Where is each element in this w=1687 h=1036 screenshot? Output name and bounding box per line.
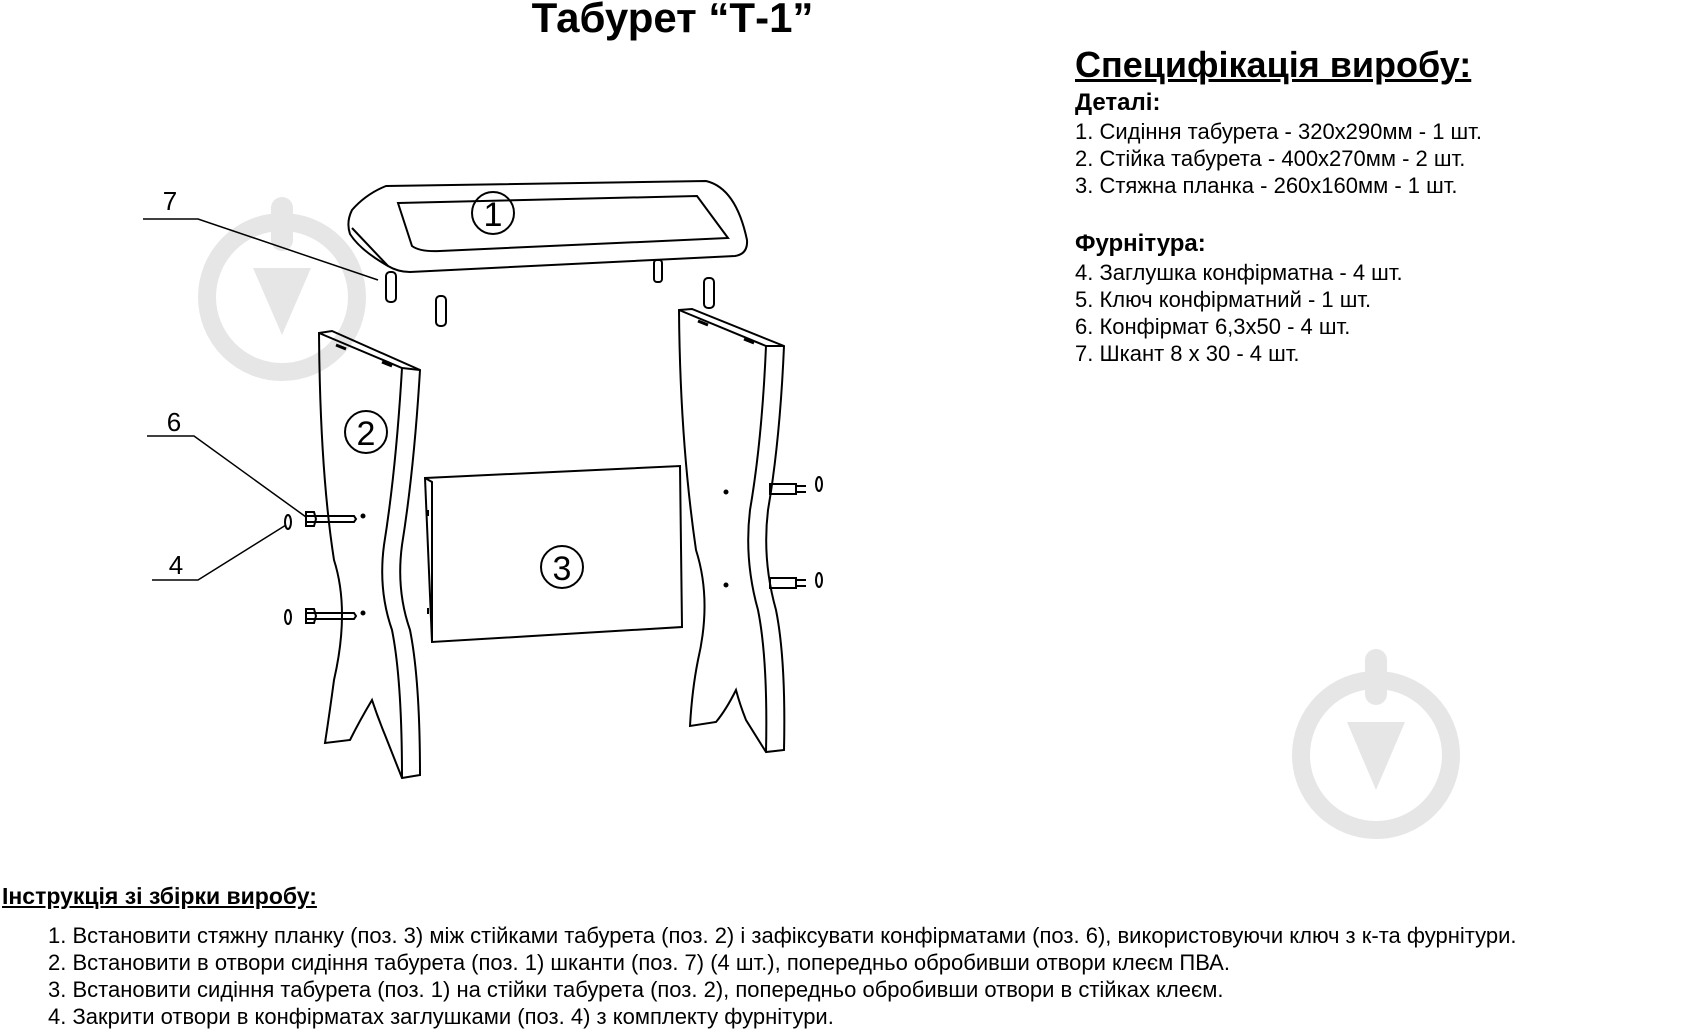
callout-label-6: 6 [166, 407, 182, 437]
dowel-group [386, 272, 714, 326]
specification-block [1075, 42, 1675, 367]
details-item: 2. Стійка табурета - 400х270мм - 2 шт. [1075, 145, 1466, 171]
instruction-step: 3. Встановити сидіння табурета (поз. 1) на стійки табурета (поз. 2), попередньо обробивши отвори в стійках клеєм. [48, 976, 1224, 1002]
hardware-item: 4. Заглушка конфірматна - 4 шт. [1075, 259, 1403, 285]
callout-label-7: 7 [162, 186, 178, 216]
details-item: 3. Стяжна планка - 260х160мм - 1 шт. [1075, 172, 1458, 198]
hardware-item: 5. Ключ конфірматний - 1 шт. [1075, 286, 1372, 312]
instruction-step: 1. Встановити стяжну планку (поз. 3) між стійками табурета (поз. 2) і зафіксувати конфірматами (поз. 6), використовуючи ключ з к-та фурнітури. [48, 922, 1517, 948]
part-label-2: 2 [356, 415, 376, 453]
download-arrow-circle-icon [207, 208, 357, 372]
left-leg-part [319, 331, 420, 778]
instructions-heading: Інструкція зі збірки виробу: [2, 883, 317, 909]
instructions-list [48, 922, 1687, 1030]
hardware-item: 7. Шкант 8 х 30 - 4 шт. [1075, 340, 1300, 366]
assembly-instructions [2, 882, 1687, 1030]
screw-group-right [770, 484, 806, 588]
instruction-step: 4. Закрити отвори в конфірматах заглушками (поз. 4) з комплекту фурнітури. [48, 1003, 834, 1029]
screw-group-left [306, 512, 356, 623]
seat-part [348, 181, 747, 282]
right-leg-part [679, 309, 784, 752]
details-item: 1. Сидіння табурета - 320х290мм - 1 шт. [1075, 118, 1482, 144]
hardware-heading: Фурнітура: [1075, 229, 1206, 257]
details-heading: Деталі: [1075, 89, 1161, 116]
download-arrow-circle-icon [1301, 660, 1451, 830]
page-title: Табурет “Т-1” [531, 0, 814, 41]
part-label-1: 1 [483, 196, 503, 234]
hardware-list [1075, 259, 1675, 367]
part-label-3: 3 [552, 550, 572, 588]
instruction-step: 2. Встановити в отвори сидіння табурета (поз. 1) шканти (поз. 7) (4 шт.), попередньо обробивши отвори клеєм ПВА. [48, 949, 1230, 975]
specification-heading: Специфікація виробу: [1075, 44, 1472, 85]
callout-label-4: 4 [168, 550, 184, 580]
hardware-item: 6. Конфірмат 6,3х50 - 4 шт. [1075, 313, 1351, 339]
details-list [1075, 118, 1675, 199]
